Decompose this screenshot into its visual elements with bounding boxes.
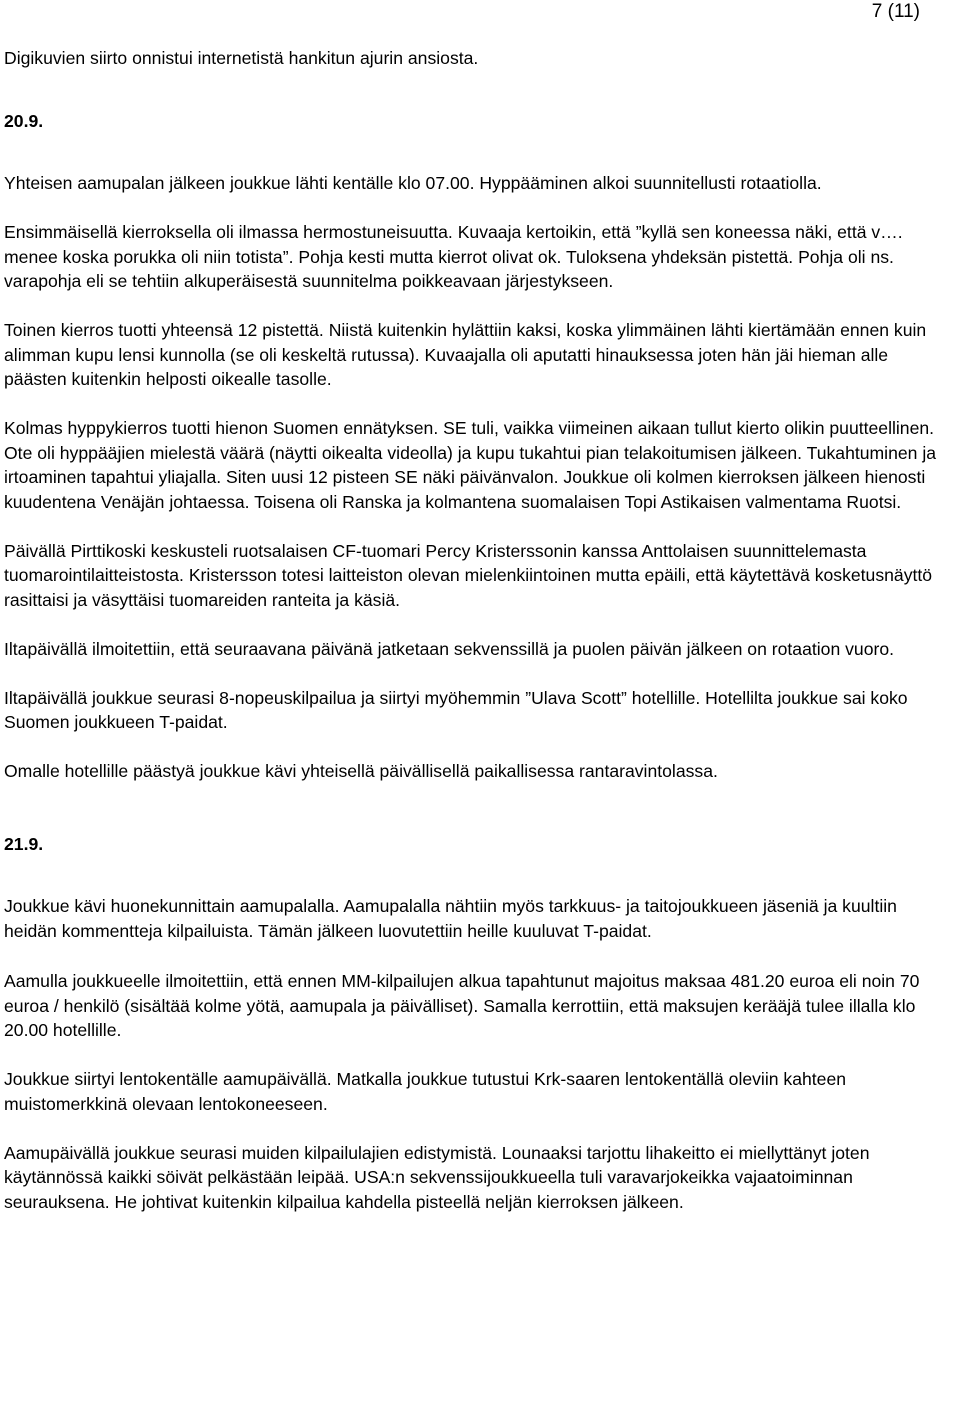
paragraph-competition-progress: Aamupäivällä joukkue seurasi muiden kilpailulajien edistymistä. Lounaaksi tarjottu lihakeitto ei miellyttänyt joten käytännössä kaikki söivät pelkästään leipää. USA:n sekvenssijoukkueella tuli varavarjokeikka vajaatoiminnan seurauksena. He johtivat kuitenkin kilpailua kahdella pisteellä neljän kierroksen jälkeen.: [4, 1142, 870, 1212]
paragraph-afternoon-notice: Iltapäivällä ilmoitettiin, että seuraavana päivänä jatketaan sekvenssillä ja puolen päivän jälkeen on rotaation vuoro.: [4, 638, 895, 659]
paragraph-second-round: Toinen kierros tuotti yhteensä 12 pistettä. Niistä kuitenkin hylättiin kaksi, koska ylimmäinen lähti kiertämään ennen kuin alimman kupu lensi kunnolla (se oli keskeltä rutussa). Kuvaajalla oli aputatti hinauksessa joten hän jäi hieman alle päästen kuitenkin helposti oikealle tasolle.: [4, 320, 927, 389]
page-number: 7 (11): [871, 1, 920, 22]
paragraph-first-round: Ensimmäisellä kierroksella oli ilmassa hermostuneisuutta. Kuvaaja kertoikin, että ”kyllä sen koneessa näki, että v…. menee koska porukka oli niin totista”. Pohja kesti mutta kierrot olivat ok. Tuloksena yhdeksän pistettä. Pohja oli ns. varapohja eli se tehtiin alkuperäisestä suunnitelma poikkeavaan järjestykseen.: [4, 222, 903, 291]
paragraph-judging-system: Päivällä Pirttikoski keskusteli ruotsalaisen CF-tuomari Percy Kristerssonin kanssa Anttolaisen suunnittelemasta tuomarointilaitteistosta. Kristersson totesi laitteiston olevan mielenkiintoinen mutta epäili, että käytettävä kosketusnäyttö rasittaisi ja väsyttäisi tuomareiden ranteita ja käsiä.: [4, 540, 933, 610]
date-heading-20-9: 20.9.: [4, 110, 44, 131]
paragraph-8-speed: Iltapäivällä joukkue seurasi 8-nopeuskilpailua ja siirtyi myöhemmin ”Ulava Scott” hotellille. Hotellilta joukkue sai koko Suomen joukkueen T-paidat.: [4, 687, 908, 732]
paragraph-drivers: Digikuvien siirto onnistui internetistä hankitun ajurin ansiosta.: [4, 48, 479, 68]
paragraph-morning: Yhteisen aamupalan jälkeen joukkue lähti kentälle klo 07.00. Hyppääminen alkoi suunnitellusti rotaatiolla.: [4, 173, 822, 193]
date-heading-21-9: 21.9.: [4, 833, 44, 854]
paragraph-accommodation: Aamulla joukkueelle ilmoitettiin, että ennen MM-kilpailujen alkua tapahtunut majoitus maksaa 481.20 euroa eli noin 70 euroa / henkilö (sisältää kolme yötä, aamupala ja päivälliset). Samalla kerrottiin, että maksujen kerääjä tulee illalla klo 20.00 hotellille.: [4, 971, 920, 1040]
paragraph-airfield: Joukkue siirtyi lentokentälle aamupäivällä. Matkalla joukkue tutustui Krk-saaren lentokentällä oleviin kahteen muistomerkkinä olevaan lentokoneeseen.: [4, 1069, 847, 1114]
paragraph-dinner: Omalle hotellille päästyä joukkue kävi yhteisellä päivällisellä paikallisessa rantaravintolassa.: [4, 761, 718, 781]
paragraph-breakfast: Joukkue kävi huonekunnittain aamupalalla. Aamupalalla nähtiin myös tarkkuus- ja taitojoukkueen jäseniä ja kuultiin heidän kommentteja kilpailuista. Tämän jälkeen luovutettiin heille kuuluvat T-paidat.: [4, 896, 897, 941]
document-body: [4, 46, 952, 1214]
paragraph-third-round: Kolmas hyppykierros tuotti hienon Suomen ennätyksen. SE tuli, vaikka viimeinen aikaan tullut kierto olikin puutteellinen. Ote oli hyppääjien mielestä väärä (näytti oikealta videolla) ja kupu tukahtui pian telakoitumisen jälkeen. Tukahtuminen ja irtoaminen tapahtui yliajalla. Siten uusi 12 pisteen SE näki päivänvalon. Joukkue oli kolmen kierroksen jälkeen hienosti kuudentena Venäjän johtaessa. Toisena oli Ranska ja kolmantena suomalaisen Topi Astikaisen valmentama Ruotsi.: [4, 418, 937, 512]
